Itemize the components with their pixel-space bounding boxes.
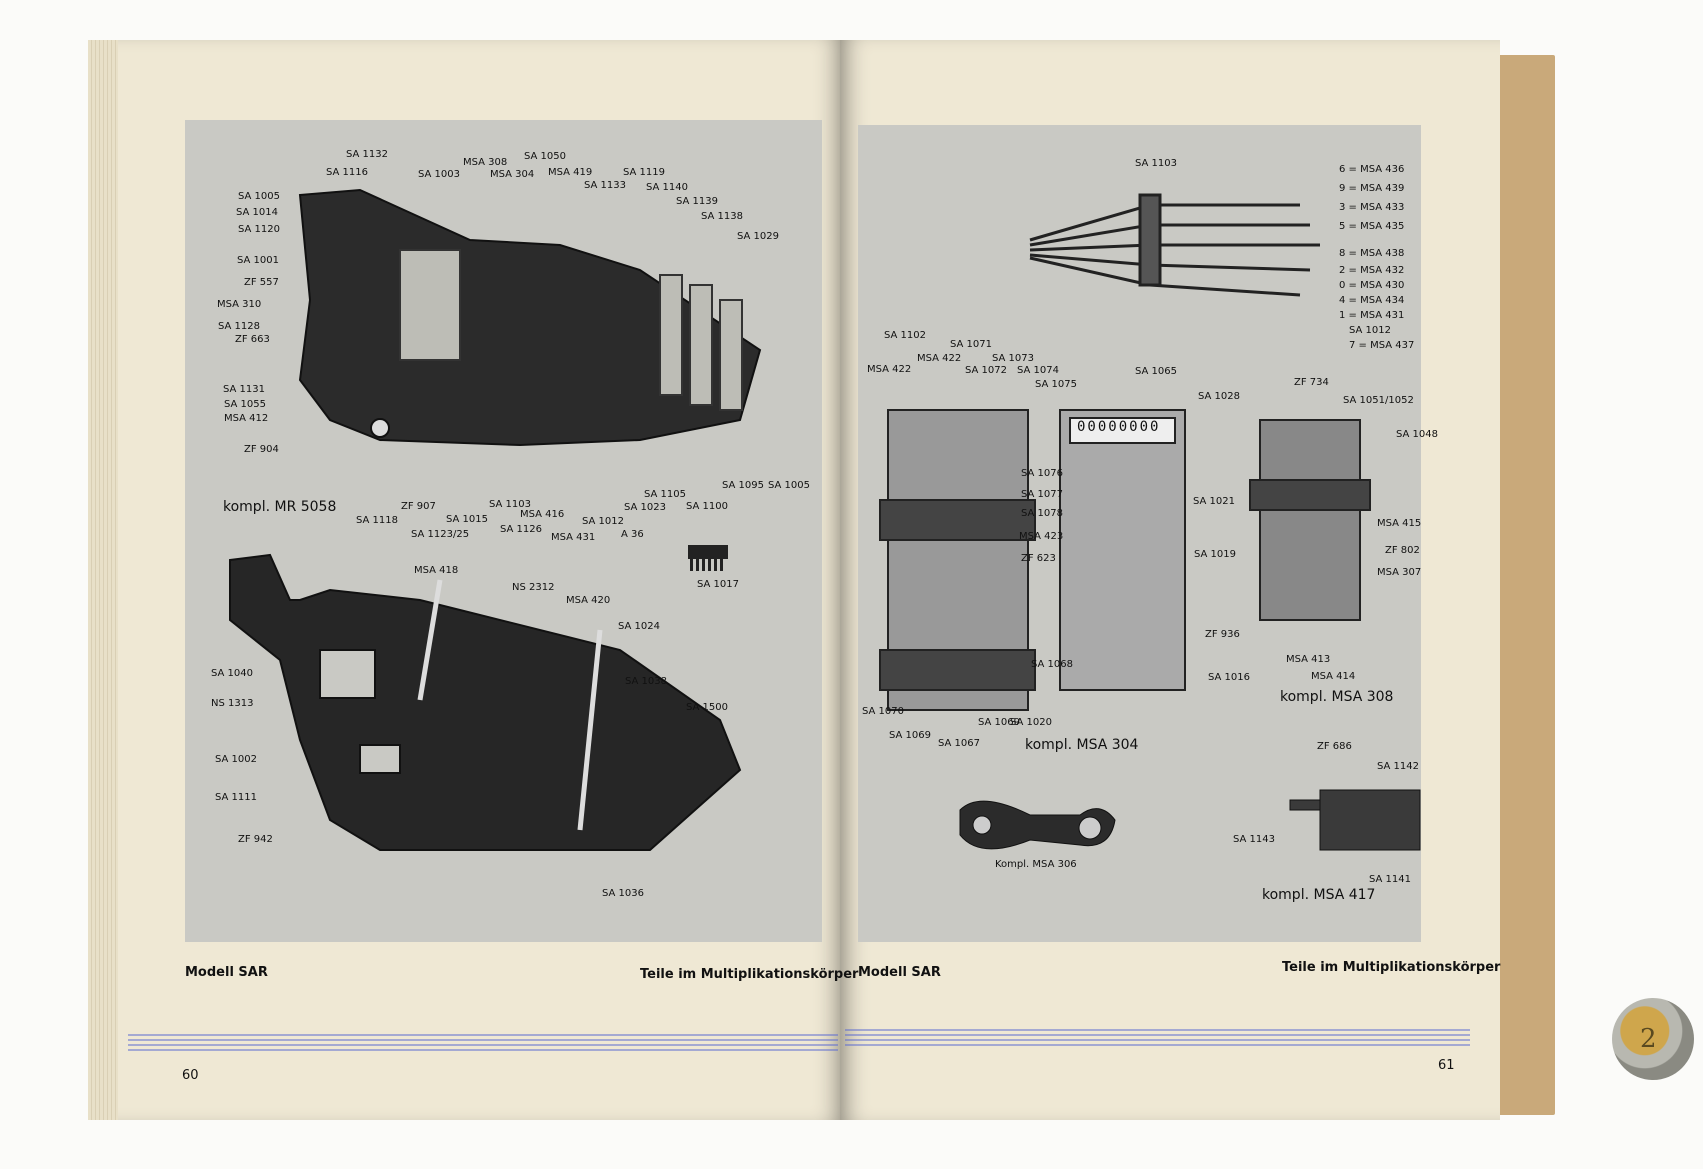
callout-msa304-label: SA 1070 xyxy=(862,706,905,717)
part-sa1017 xyxy=(688,545,728,571)
callout-levers-label: 2 = MSA 432 xyxy=(1339,265,1405,276)
callout-msa304-label: SA 1077 xyxy=(1021,489,1064,500)
callout-counter-label: SA 1019 xyxy=(1194,549,1237,560)
callout-top-label: SA 1012 xyxy=(582,516,625,527)
assembly-counter xyxy=(1060,410,1185,690)
callout-bottom-label: NS 2312 xyxy=(512,582,555,593)
callout-top-label: SA 1119 xyxy=(623,167,666,178)
callout-top-label: SA 1105 xyxy=(644,489,687,500)
callout-top-label: SA 1123/25 xyxy=(411,529,470,540)
callout-levers-label: 5 = MSA 435 xyxy=(1339,221,1405,232)
callout-counter-label: ZF 936 xyxy=(1205,629,1240,640)
callout-top-label: SA 1014 xyxy=(236,207,279,218)
callout-msa304-label: MSA 423 xyxy=(1019,531,1064,542)
right-footer-model: Modell SAR xyxy=(858,965,941,980)
callout-bottom-label: MSA 420 xyxy=(566,595,611,606)
callout-top-label: ZF 907 xyxy=(401,501,436,512)
callout-top-label: ZF 904 xyxy=(244,444,279,455)
part-msa306 xyxy=(960,801,1115,849)
caption-msa306: Kompl. MSA 306 xyxy=(995,859,1077,870)
callout-msa304-label: SA 1078 xyxy=(1021,508,1064,519)
callout-msa308-label: MSA 413 xyxy=(1286,654,1331,665)
callout-top-label: SA 1120 xyxy=(238,224,281,235)
callout-top-label: MSA 419 xyxy=(548,167,593,178)
callout-msa417-label: SA 1142 xyxy=(1377,761,1420,772)
callout-top-label: SA 1029 xyxy=(737,231,780,242)
caption-mr5058: kompl. MR 5058 xyxy=(223,499,337,515)
lever-assembly xyxy=(1030,195,1320,295)
callout-msa417-label: SA 1141 xyxy=(1369,874,1412,885)
callout-bottom-label: SA 1036 xyxy=(602,888,645,899)
callout-top-label: SA 1138 xyxy=(701,211,744,222)
decorative-rules xyxy=(128,1030,1470,1050)
mechanism-plate xyxy=(230,555,740,850)
callout-top-label: SA 1133 xyxy=(584,180,627,191)
callout-msa304-label: SA 1068 xyxy=(1031,659,1074,670)
callout-top-label: SA 1023 xyxy=(624,502,667,513)
callout-levers-label: SA 1103 xyxy=(1135,158,1178,169)
callout-msa304-label: SA 1076 xyxy=(1021,468,1064,479)
assembly-msa304 xyxy=(880,410,1035,710)
callout-top-label: A 36 xyxy=(621,529,644,540)
callout-levers-label: 9 = MSA 439 xyxy=(1339,183,1405,194)
callout-top-label: MSA 310 xyxy=(217,299,262,310)
caption-sa1017: SA 1017 xyxy=(697,579,740,590)
callout-msa308-label: SA 1051/1052 xyxy=(1343,395,1414,406)
callout-top-label: SA 1128 xyxy=(218,321,261,332)
callout-top-label: MSA 308 xyxy=(463,157,508,168)
callout-levers-label: 3 = MSA 433 xyxy=(1339,202,1405,213)
callout-top-label: SA 1126 xyxy=(500,524,543,535)
callout-top-label: ZF 663 xyxy=(235,334,270,345)
callout-bottom-label: SA 1040 xyxy=(211,668,254,679)
callout-bottom-label: NS 1313 xyxy=(211,698,254,709)
callout-top-label: MSA 416 xyxy=(520,509,565,520)
callout-levers-label: 8 = MSA 438 xyxy=(1339,248,1405,259)
callout-bottom-label: SA 1038 xyxy=(625,676,668,687)
callout-msa304-label: SA 1020 xyxy=(1010,717,1053,728)
right-page-number: 61 xyxy=(1438,1058,1455,1073)
callout-levers-label: 4 = MSA 434 xyxy=(1339,295,1405,306)
callout-top-label: SA 1015 xyxy=(446,514,489,525)
callout-bottom-label: SA 1111 xyxy=(215,792,258,803)
callout-msa304-label: SA 1072 xyxy=(965,365,1008,376)
callout-top-label: SA 1140 xyxy=(646,182,689,193)
left-footer-section: Teile im Multiplikationskörper xyxy=(640,967,859,982)
callout-levers-label: SA 1012 xyxy=(1349,325,1392,336)
callout-top-label: SA 1005 xyxy=(768,480,811,491)
callout-counter-label: SA 1028 xyxy=(1198,391,1241,402)
part-msa417 xyxy=(1290,790,1420,850)
callout-bottom-label: SA 1002 xyxy=(215,754,258,765)
callout-counter-label: SA 1065 xyxy=(1135,366,1178,377)
callout-msa304-label: SA 1074 xyxy=(1017,365,1060,376)
callout-top-label: SA 1100 xyxy=(686,501,729,512)
callout-levers-label: 7 = MSA 437 xyxy=(1349,340,1415,351)
callout-msa304-label: SA 1073 xyxy=(992,353,1035,364)
callout-top-label: SA 1132 xyxy=(346,149,389,160)
callout-msa304-label: SA 1075 xyxy=(1035,379,1078,390)
callout-msa308-label: ZF 734 xyxy=(1294,377,1329,388)
callout-bottom-label: MSA 418 xyxy=(414,565,459,576)
callout-top-label: SA 1116 xyxy=(326,167,369,178)
callout-top-label: MSA 304 xyxy=(490,169,535,180)
callout-bottom-label: ZF 942 xyxy=(238,834,273,845)
coin-numeral: 2 xyxy=(1640,1024,1657,1054)
callout-msa308-label: MSA 307 xyxy=(1377,567,1422,578)
callout-top-label: MSA 431 xyxy=(551,532,596,543)
callout-top-label: ZF 557 xyxy=(244,277,279,288)
callout-msa304-label: MSA 422 xyxy=(867,364,912,375)
left-page-number: 60 xyxy=(182,1068,199,1083)
callout-msa308-label: SA 1048 xyxy=(1396,429,1439,440)
caption-msa308: kompl. MSA 308 xyxy=(1280,689,1394,705)
callout-msa417-label: SA 1143 xyxy=(1233,834,1276,845)
assembly-msa308 xyxy=(1250,420,1370,620)
callout-top-label: SA 1050 xyxy=(524,151,567,162)
callout-top-label: SA 1118 xyxy=(356,515,399,526)
callout-msa304-label: SA 1069 xyxy=(889,730,932,741)
callout-top-label: MSA 412 xyxy=(224,413,269,424)
mechanism-mr5058 xyxy=(300,190,760,445)
callout-counter-label: SA 1016 xyxy=(1208,672,1251,683)
callout-levers-label: 6 = MSA 436 xyxy=(1339,164,1405,175)
counter-display: 00000000 xyxy=(1077,419,1161,435)
callout-counter-label: SA 1021 xyxy=(1193,496,1236,507)
callout-msa304-label: ZF 623 xyxy=(1021,553,1056,564)
callout-top-label: SA 1005 xyxy=(238,191,281,202)
callout-top-label: SA 1139 xyxy=(676,196,719,207)
callout-top-label: SA 1103 xyxy=(489,499,532,510)
right-footer-section: Teile im Multiplikationskörper xyxy=(1282,960,1501,975)
callout-msa304-label: MSA 422 xyxy=(917,353,962,364)
callout-msa304-label: SA 1071 xyxy=(950,339,993,350)
callout-msa308-label: MSA 414 xyxy=(1311,671,1356,682)
callout-top-label: SA 1003 xyxy=(418,169,461,180)
caption-msa417: kompl. MSA 417 xyxy=(1262,887,1376,903)
callout-levers-label: 1 = MSA 431 xyxy=(1339,310,1405,321)
caption-msa304: kompl. MSA 304 xyxy=(1025,737,1139,753)
callout-top-label: SA 1131 xyxy=(223,384,266,395)
callout-msa308-label: MSA 415 xyxy=(1377,518,1422,529)
left-footer-model: Modell SAR xyxy=(185,965,268,980)
callout-top-label: SA 1095 xyxy=(722,480,765,491)
callout-msa304-label: SA 1102 xyxy=(884,330,927,341)
callout-msa304-label: SA 1069 xyxy=(978,717,1021,728)
callout-bottom-label: SA 1500 xyxy=(686,702,729,713)
callout-msa304-label: SA 1067 xyxy=(938,738,981,749)
callout-top-label: SA 1055 xyxy=(224,399,267,410)
callout-top-label: SA 1001 xyxy=(237,255,280,266)
callout-msa417-label: ZF 686 xyxy=(1317,741,1352,752)
callout-bottom-label: SA 1024 xyxy=(618,621,661,632)
callout-msa308-label: ZF 802 xyxy=(1385,545,1420,556)
callout-levers-label: 0 = MSA 430 xyxy=(1339,280,1405,291)
